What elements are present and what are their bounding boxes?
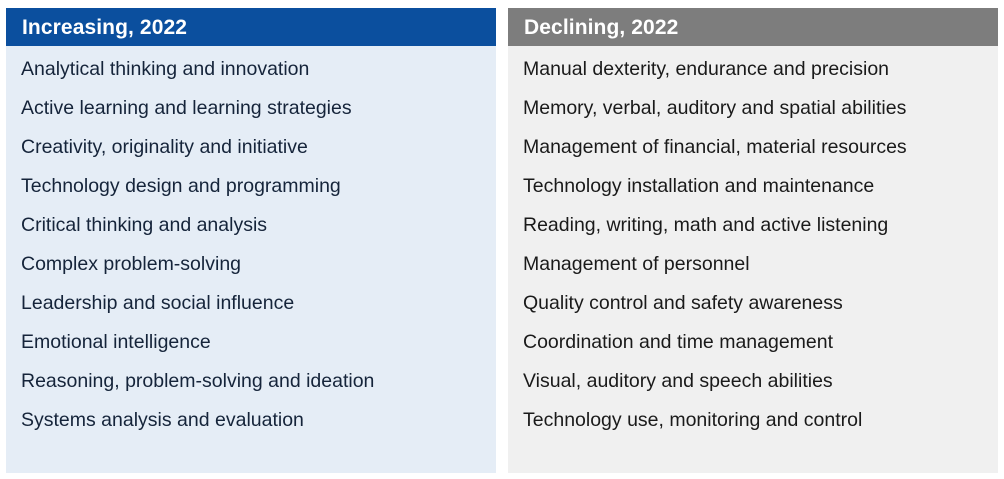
- list-item: Management of personnel: [523, 253, 750, 275]
- list-item: Memory, verbal, auditory and spatial abilities: [523, 97, 907, 119]
- list-item: Visual, auditory and speech abilities: [523, 370, 833, 392]
- panel-increasing-header: [6, 8, 496, 46]
- list-item: Analytical thinking and innovation: [21, 58, 310, 80]
- list-item: Coordination and time management: [523, 331, 834, 353]
- list-item: Quality control and safety awareness: [523, 292, 843, 314]
- list-item: Emotional intelligence: [21, 331, 211, 353]
- list-item: Technology design and programming: [21, 175, 341, 197]
- list-item: Active learning and learning strategies: [21, 97, 352, 119]
- list-item: Reasoning, problem-solving and ideation: [21, 370, 375, 392]
- list-item: Complex problem-solving: [21, 253, 242, 275]
- panel-increasing-title: Increasing, 2022: [22, 15, 188, 39]
- list-item: Reading, writing, math and active listening: [523, 214, 889, 236]
- list-item: Manual dexterity, endurance and precision: [523, 58, 890, 80]
- list-item: Technology installation and maintenance: [523, 175, 875, 197]
- list-item: Management of financial, material resources: [523, 136, 907, 158]
- list-item: Systems analysis and evaluation: [21, 409, 304, 431]
- list-item: Creativity, originality and initiative: [21, 136, 308, 158]
- panel-increasing: [6, 8, 496, 473]
- panel-declining-title: Declining, 2022: [524, 15, 679, 39]
- list-item: Leadership and social influence: [21, 292, 295, 314]
- panel-declining: [508, 8, 998, 473]
- panel-declining-list: [508, 46, 998, 473]
- panel-increasing-list: [6, 46, 496, 473]
- panel-declining-header: [508, 8, 998, 46]
- list-item: Critical thinking and analysis: [21, 214, 268, 236]
- list-item: Technology use, monitoring and control: [523, 409, 863, 431]
